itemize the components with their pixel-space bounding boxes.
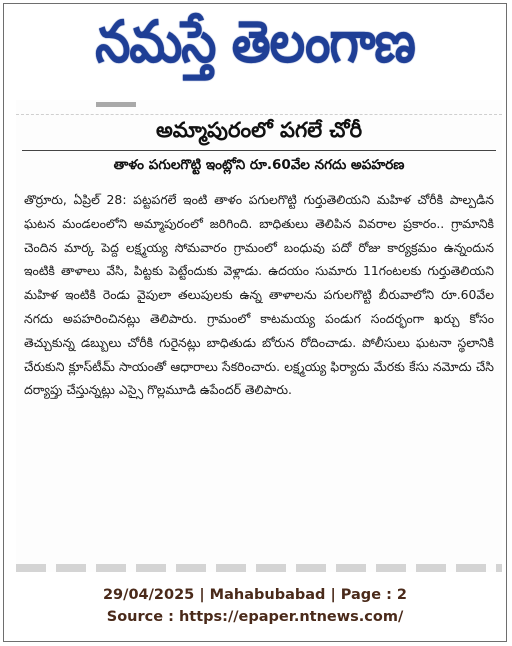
article-paragraph: తొర్రూరు, ఏప్రిల్ 28: పట్టపగలే ఇంటి తాళం పగులగొట్టి గుర్తుతెలియని మహిళ చోరీకి పాల్పడిన ఘటన మండలంలోని అమ్మాపురంలో జరిగింది. బాధితులు తెలిపిన వివరాల ప్రకారం.. గ్రామానికి చెందిన మార్క పెద్ద లక్ష్మయ్య సోమవారం గ్రామంలో బంధువు పదో రోజు కార్యక్రమం ఉన్నందున ఇంటికి తాళాలు వేసి, పిట్టకు పెట్టేందుకు వెళ్లాడు. ఉదయం సుమారు 11గంటలకు గుర్తుతెలియని మహిళ ఇంటికి రెండు వైపులా తలుపులకు ఉన్న తాళాలను పగులగొట్టి బీరువాలోని రూ.60వేల నగదు అపహరించినట్లు తెలిపారు. గ్రామంలో కాటమయ్య పండుగ సందర్భంగా ఖర్చు కోసం తెచ్చుకున్న డబ్బులు చోరీకి గురైనట్లు బాధితుడు బోరున రోదించాడు. పోలీసులు ఘటనా స్థలానికి చేరుకుని క్లూస్‌టీమ్ సాయంతో ఆధారాలు సేకరించారు. లక్ష్మయ్య ఫిర్యాదు మేరకు కేసు నమోదు చేసి దర్యాప్తు చేస్తున్నట్లు ఎస్సై గొల్లమూడి ఉపేందర్ తెలిపారు. (24, 192, 494, 398)
publication-info: 29/04/2025 | Mahabubabad | Page : 2 (102, 587, 408, 603)
article-body (24, 188, 494, 402)
source-link[interactable]: Source : https://epaper.ntnews.com/ (106, 609, 404, 625)
torn-edge-bottom (16, 564, 502, 572)
article-headline: అమ్మాపురంలో పగలే చోరీ (155, 118, 363, 142)
headline-divider (22, 150, 496, 151)
page-frame (3, 3, 507, 642)
article-subheadline: తాళం పగులగొట్టి ఇంట్లోని రూ.60వేల నగదు అపహరణ (113, 157, 405, 173)
newspaper-masthead (4, 4, 506, 94)
torn-edge-top (16, 100, 502, 115)
clipping-footer (4, 584, 506, 628)
masthead-logo: నమస్తే తెలంగాణ (95, 8, 415, 75)
article-clipping (16, 100, 502, 572)
